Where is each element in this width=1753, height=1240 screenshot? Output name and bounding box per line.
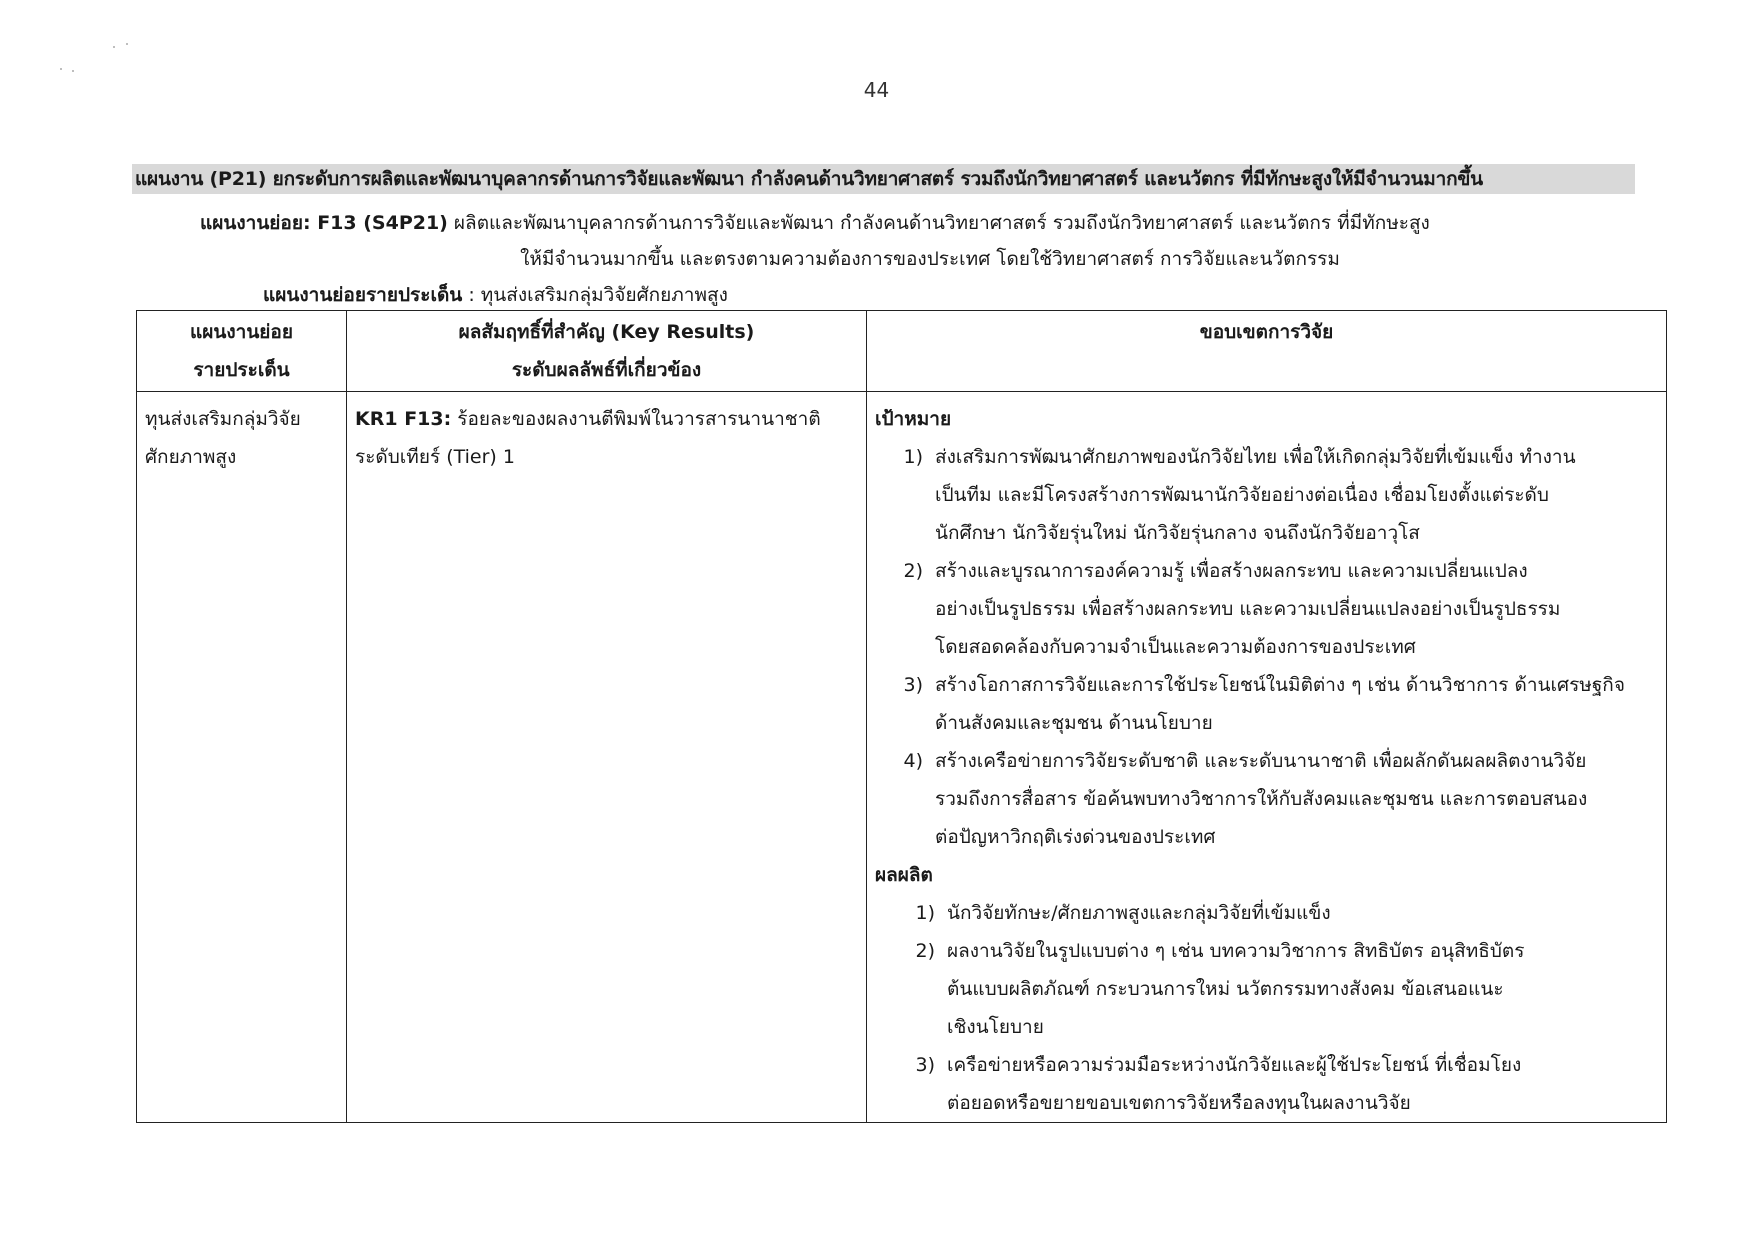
goal-item-line: นักศึกษา นักวิจัยรุ่นใหม่ นักวิจัยรุ่นกลาง จนถึงนักวิจัยอาวุโส (935, 522, 1420, 544)
goal-item-line: โดยสอดคล้องกับความจำเป็นและความต้องการของประเทศ (935, 636, 1416, 658)
goal-item (875, 666, 1658, 742)
output-item-line: นักวิจัยทักษะ/ศักยภาพสูงและกลุ่มวิจัยที่เข้มแข็ง (947, 902, 1331, 924)
goal-item-line: เป็นทีม และมีโครงสร้างการพัฒนานักวิจัยอย่างต่อเนื่อง เชื่อมโยงตั้งแต่ระดับ (935, 484, 1549, 506)
goal-item-number: 4) (903, 750, 923, 772)
output-item (875, 1046, 1658, 1122)
goal-item (875, 552, 1658, 666)
outputs-list (875, 894, 1658, 1122)
output-item-line: ผลงานวิจัยในรูปแบบต่าง ๆ เช่น บทความวิชาการ สิทธิบัตร อนุสิทธิบัตร (947, 940, 1525, 962)
header-col1-line1: แผนงานย่อย (190, 321, 293, 343)
subplan-line-2: ให้มีจำนวนมากขึ้น และตรงตามความต้องการของประเทศ โดยใช้วิทยาศาสตร์ การวิจัยและนวัตกรรม (520, 248, 1340, 270)
goal-item (875, 438, 1658, 552)
goal-item-text (935, 666, 1658, 742)
output-item-text (947, 1046, 1658, 1122)
header-col1-line2: รายประเด็น (193, 359, 290, 381)
goal-item-text (935, 552, 1658, 666)
header-subplan-issue (137, 311, 347, 392)
output-item-line: เชิงนโยบาย (947, 1016, 1044, 1038)
output-item-number: 1) (915, 902, 935, 924)
goal-item (875, 742, 1658, 856)
plan-title: แผนงาน (P21) ยกระดับการผลิตและพัฒนาบุคลากรด้านการวิจัยและพัฒนา กำลังคนด้านวิทยาศาสตร์ รวมถึงนักวิทยาศาสตร์ และนวัตกร ที่มีทักษะสูงให้มีจำนวนมากขึ้น (132, 164, 1635, 194)
output-item-line: ต่อยอดหรือขยายขอบเขตการวิจัยหรือลงทุนในผลงานวิจัย (947, 1092, 1411, 1114)
issue-value: : ทุนส่งเสริมกลุ่มวิจัยศักยภาพสูง (462, 284, 728, 306)
goals-list (875, 438, 1658, 856)
goal-item-line: ต่อปัญหาวิกฤติเร่งด่วนของประเทศ (935, 826, 1216, 848)
goal-item-line: อย่างเป็นรูปธรรม เพื่อสร้างผลกระทบ และความเปลี่ยนแปลงอย่างเป็นรูปธรรม (935, 598, 1561, 620)
subplan-text-1: ผลิตและพัฒนาบุคลากรด้านการวิจัยและพัฒนา กำลังคนด้านวิทยาศาสตร์ รวมถึงนักวิทยาศาสตร์ และนวัตกร ที่มีทักษะสูง (447, 212, 1430, 234)
subplan-label: แผนงานย่อย: F13 (S4P21) (200, 212, 448, 234)
issue-line (263, 280, 728, 310)
goal-item-line: สร้างเครือข่ายการวิจัยระดับชาติ และระดับนานาชาติ เพื่อผลักดันผลผลิตงานวิจัย (935, 750, 1587, 772)
goal-item-text (935, 438, 1658, 552)
output-item-line: ต้นแบบผลิตภัณฑ์ กระบวนการใหม่ นวัตกรรมทางสังคม ข้อเสนอแนะ (947, 978, 1504, 1000)
kr-line1 (355, 400, 858, 438)
kr-line2: ระดับเทียร์ (Tier) 1 (355, 446, 515, 468)
output-item (875, 932, 1658, 1046)
header-col3: ขอบเขตการวิจัย (1199, 321, 1334, 343)
research-scope-table (136, 310, 1667, 1123)
output-item-text (947, 894, 1658, 932)
kr-code: KR1 F13: (355, 408, 452, 430)
goal-item-line: ส่งเสริมการพัฒนาศักยภาพของนักวิจัยไทย เพื่อให้เกิดกลุ่มวิจัยที่เข้มแข็ง ทำงาน (935, 446, 1576, 468)
goal-item-text (935, 742, 1658, 856)
goals-heading: เป้าหมาย (875, 408, 952, 430)
issue-cell-line2: ศักยภาพสูง (145, 446, 237, 468)
cell-issue (137, 392, 347, 1123)
issue-cell-line1: ทุนส่งเสริมกลุ่มวิจัย (145, 408, 301, 430)
table-header-row (137, 311, 1667, 392)
page-number: 44 (863, 78, 890, 102)
goal-item-line: สร้างโอกาสการวิจัยและการใช้ประโยชน์ในมิติต่าง ๆ เช่น ด้านวิชาการ ด้านเศรษฐกิจ (935, 674, 1625, 696)
output-item-text (947, 932, 1658, 1046)
goal-item-number: 2) (903, 560, 923, 582)
header-col2-line1: ผลสัมฤทธิ์ที่สำคัญ (Key Results) (458, 321, 755, 343)
subplan (200, 205, 1600, 277)
cell-research-scope (867, 392, 1667, 1123)
goal-item-number: 3) (903, 674, 923, 696)
output-item-number: 3) (915, 1054, 935, 1076)
goal-item-line: ด้านสังคมและชุมชน ด้านนโยบาย (935, 712, 1213, 734)
kr-text1: ร้อยละของผลงานตีพิมพ์ในวารสารนานาชาติ (451, 408, 821, 430)
output-item-line: เครือข่ายหรือความร่วมมือระหว่างนักวิจัยและผู้ใช้ประโยชน์ ที่เชื่อมโยง (947, 1054, 1522, 1076)
goal-item-number: 1) (903, 446, 923, 468)
goal-item-line: รวมถึงการสื่อสาร ข้อค้นพบทางวิชาการให้กับสังคมและชุมชน และการตอบสนอง (935, 788, 1588, 810)
header-key-results (347, 311, 867, 392)
output-item-number: 2) (915, 940, 935, 962)
output-item (875, 894, 1658, 932)
header-col2-line2: ระดับผลลัพธ์ที่เกี่ยวข้อง (511, 359, 702, 381)
outputs-heading: ผลผลิต (875, 864, 933, 886)
table-row (137, 392, 1667, 1123)
subplan-line-1 (200, 205, 1600, 241)
goal-item-line: สร้างและบูรณาการองค์ความรู้ เพื่อสร้างผลกระทบ และความเปลี่ยนแปลง (935, 560, 1528, 582)
cell-key-result (347, 392, 867, 1123)
header-research-scope (867, 311, 1667, 392)
issue-label: แผนงานย่อยรายประเด็น (263, 284, 463, 306)
